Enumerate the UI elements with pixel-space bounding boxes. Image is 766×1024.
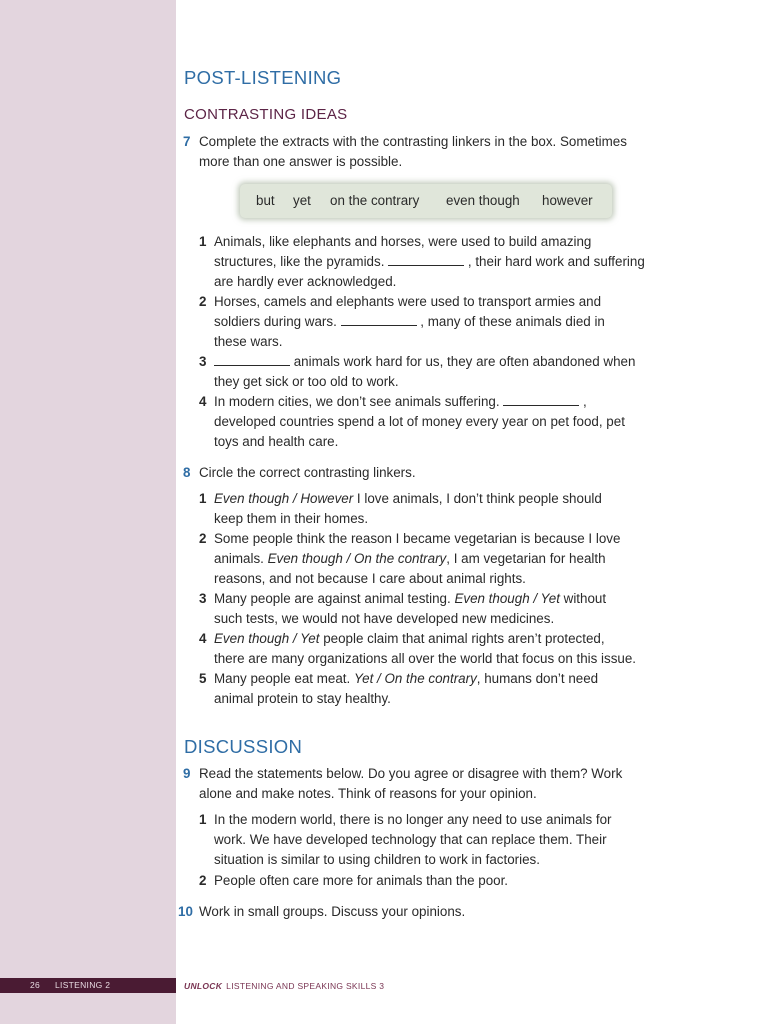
exercise-7-instruction-cont: more than one answer is possible. xyxy=(199,154,403,169)
linker-word: on the contrary xyxy=(330,193,420,208)
exercise-9-number: 9 xyxy=(183,766,191,781)
answer-blank[interactable] xyxy=(214,352,290,366)
choice-options[interactable]: Even though / However xyxy=(214,491,354,506)
text: , humans don’t need xyxy=(476,671,599,686)
page-number: 26 xyxy=(30,980,41,990)
ex7-item3-line: they get sick or too old to work. xyxy=(214,374,399,389)
linker-word: however xyxy=(542,193,593,208)
text: I love animals, I don’t think people should xyxy=(353,491,602,506)
text: structures, like the pyramids. xyxy=(214,254,385,269)
linker-box xyxy=(240,184,612,218)
exercise-9-instruction: Read the statements below. Do you agree or disagree with them? Work xyxy=(199,766,623,781)
ex9-item1-line: situation is similar to using children to work in factories. xyxy=(214,852,540,867)
exercise-10-instruction: Work in small groups. Discuss your opinions. xyxy=(199,904,466,919)
text: Many people eat meat. xyxy=(214,671,354,686)
ex7-item4-line: toys and health care. xyxy=(214,434,339,449)
item-number: 5 xyxy=(199,671,207,686)
exercise-8-instruction: Circle the correct contrasting linkers. xyxy=(199,465,416,480)
ex7-item1-line: are hardly ever acknowledged. xyxy=(214,274,397,289)
ex7-item4-line: developed countries spend a lot of money every year on pet food, pet xyxy=(214,414,625,429)
exercise-8-number: 8 xyxy=(183,465,191,480)
heading-discussion: DISCUSSION xyxy=(184,736,303,757)
text: , their hard work and suffering xyxy=(467,254,645,269)
item-number: 4 xyxy=(199,631,207,646)
exercise-9-instruction-cont: alone and make notes. Think of reasons for your opinion. xyxy=(199,786,537,801)
ex7-item3-line xyxy=(214,352,635,372)
item-number: 2 xyxy=(199,294,207,309)
choice-options[interactable]: Even though / Yet xyxy=(454,591,560,606)
answer-blank[interactable] xyxy=(388,252,464,266)
text: , I am vegetarian for health xyxy=(446,551,606,566)
ex8-item1-line: keep them in their homes. xyxy=(214,511,369,526)
ex8-item2-line: reasons, and not because I care about animal rights. xyxy=(214,571,526,586)
choice-options[interactable]: Even though / On the contrary xyxy=(267,551,447,566)
text: , xyxy=(583,394,587,409)
item-number: 2 xyxy=(199,873,207,888)
item-number: 3 xyxy=(199,354,207,369)
item-number: 4 xyxy=(199,394,207,409)
ex8-item3-line: such tests, we would not have developed new medicines. xyxy=(214,611,555,626)
ex8-item2-line: Some people think the reason I became vegetarian is because I love xyxy=(214,531,621,546)
ex7-item1-line: Animals, like elephants and horses, were used to build amazing xyxy=(214,234,592,249)
item-number: 1 xyxy=(199,491,207,506)
item-number: 3 xyxy=(199,591,207,606)
text: , many of these animals died in xyxy=(420,314,605,329)
item-number: 2 xyxy=(199,531,207,546)
brand-logo: UNLOCK xyxy=(184,981,223,991)
ex8-item5-line: animal protein to stay healthy. xyxy=(214,691,391,706)
exercise-7-number: 7 xyxy=(183,134,191,149)
answer-blank[interactable] xyxy=(503,392,579,406)
text: animals. xyxy=(214,551,268,566)
footer-left-bar xyxy=(0,978,176,993)
ex8-item3-line xyxy=(214,589,606,609)
choice-options[interactable]: Yet / On the contrary xyxy=(353,671,477,686)
ex9-item1-line: In the modern world, there is no longer any need to use animals for xyxy=(214,812,612,827)
sidebar-margin xyxy=(0,0,176,1024)
linker-word: but xyxy=(256,193,275,208)
ex7-item4-line xyxy=(214,392,587,412)
ex8-item2-line xyxy=(214,549,606,569)
item-number: 1 xyxy=(199,812,207,827)
ex9-item1-line: work. We have developed technology that can replace them. Their xyxy=(214,832,607,847)
linker-word: even though xyxy=(446,193,520,208)
ex9-item2-line: People often care more for animals than the poor. xyxy=(214,873,509,888)
exercise-7-instruction: Complete the extracts with the contrasting linkers in the box. Sometimes xyxy=(199,134,627,149)
footer-section: LISTENING 2 xyxy=(55,980,111,990)
ex8-item1-line xyxy=(214,489,602,509)
answer-blank[interactable] xyxy=(341,312,417,326)
text: people claim that animal rights aren’t protected, xyxy=(319,631,605,646)
ex7-item2-line: Horses, camels and elephants were used to transport armies and xyxy=(214,294,602,309)
ex8-item5-line xyxy=(214,669,598,689)
heading-post-listening: POST-LISTENING xyxy=(184,67,342,88)
ex7-item2-line: these wars. xyxy=(214,334,283,349)
ex7-item2-line xyxy=(214,312,605,332)
ex8-item4-line xyxy=(214,629,605,649)
exercise-10-number: 10 xyxy=(178,904,193,919)
footer-book-title: LISTENING AND SPEAKING SKILLS 3 xyxy=(226,981,385,991)
text: Many people are against animal testing. xyxy=(214,591,455,606)
linker-word: yet xyxy=(293,193,311,208)
text: without xyxy=(559,591,607,606)
text: soldiers during wars. xyxy=(214,314,337,329)
ex7-item1-line xyxy=(214,252,645,272)
choice-options[interactable]: Even though / Yet xyxy=(214,631,320,646)
heading-contrasting-ideas: CONTRASTING IDEAS xyxy=(184,106,348,123)
item-number: 1 xyxy=(199,234,207,249)
text: In modern cities, we don’t see animals suffering. xyxy=(214,394,500,409)
ex8-item4-line: there are many organizations all over the world that focus on this issue. xyxy=(214,651,637,666)
text: animals work hard for us, they are often abandoned when xyxy=(293,354,636,369)
footer-right xyxy=(184,980,384,992)
